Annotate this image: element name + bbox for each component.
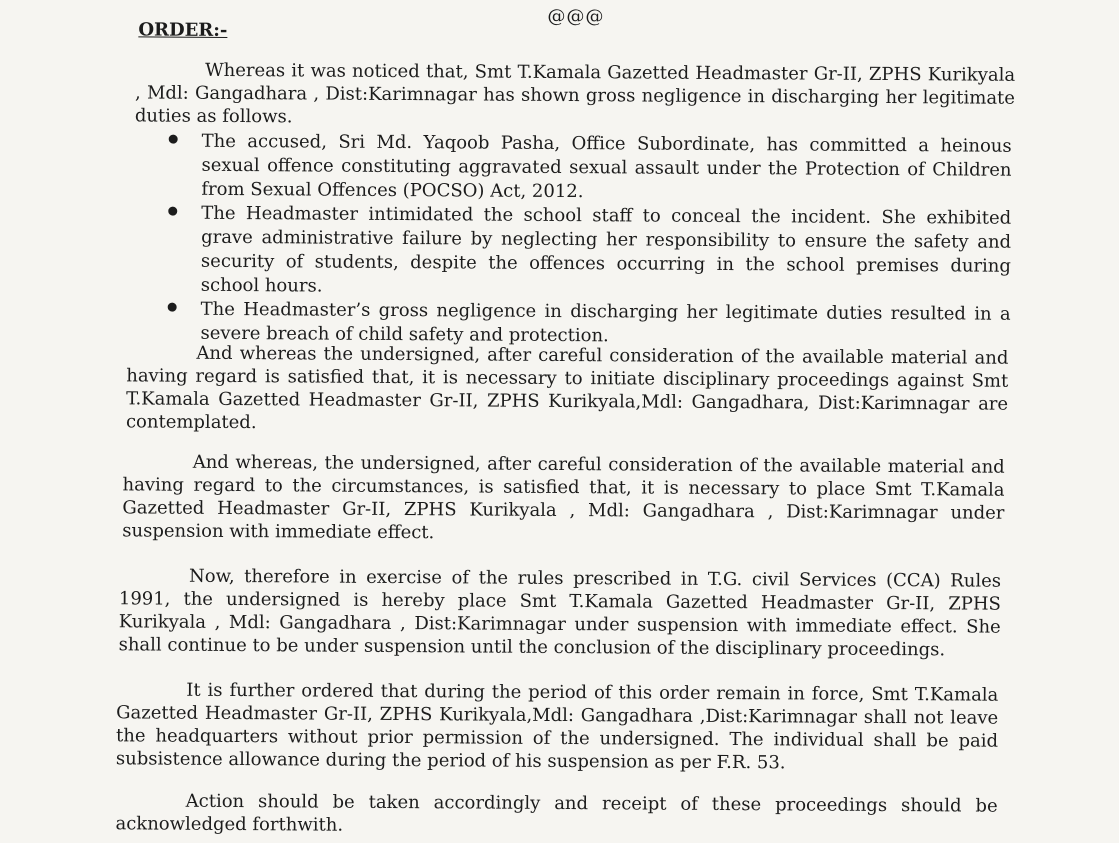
header-mark: @@@ — [547, 5, 605, 28]
charges-list — [165, 130, 1011, 351]
list-item — [166, 130, 1011, 207]
list-item — [166, 202, 1012, 303]
bullet-icon — [168, 303, 177, 312]
paragraph-suspension-order: Now, therefore in exercise of the rules prescribed in T.G. civil Services (CCA) Rules 1991, the undersigned is hereby place Smt T.Kamala Gazetted Headmaster Gr-II, ZPHS Kurikyala , Mdl: Gangadhara , Dist:Karimnagar under suspension with immediate effect. She shall continue to be under suspension until the conclusion of the disciplinary proceedings. — [118, 565, 1002, 661]
list-item-text: The accused, Sri Md. Yaqoob Pasha, Office Subordinate, has committed a heinous sexual offence constituting aggravated sexual assault under the Protection of Children from Sexual Offences (POCSO) Act, 2012. — [201, 130, 1012, 203]
bullet-icon — [168, 207, 177, 216]
paragraph-suspension-decision: And whereas, the undersigned, after careful consideration of the available material and having regard to the circumstances, is satisfied that, it is necessary to place Smt T.Kamala Gazetted Headmaster Gr-II, ZPHS Kurikyala , Mdl: Gangadhara , Dist:Karimnagar under suspension with immediate effect. — [122, 451, 1005, 544]
list-item-text: The Headmaster intimidated the school staff to conceal the incident. She exhibited grave administrative failure by neglecting her responsibility to ensure the safety and security of students, despite the offences occurring in the school premises during school hours. — [200, 202, 1012, 297]
intro-paragraph: Whereas it was noticed that, Smt T.Kamala Gazetted Headmaster Gr-II, ZPHS Kurikyala , Mdl: Gangadhara , Dist:Karimnagar has shown gross negligence in discharging her legitimate duties as follows. — [134, 59, 1016, 128]
order-heading: ORDER:- — [138, 19, 228, 41]
paragraph-contemplation: And whereas the undersigned, after careful consideration of the available material and having regard is satisfied that, it is necessary to initiate disciplinary proceedings against Smt T.Kamala Gazetted Headmaster Gr-II, ZPHS Kurikyala,Mdl: Gangadhara, Dist:Karimnagar are contemplated. — [125, 342, 1009, 434]
bullet-icon — [169, 135, 178, 144]
paragraph-headquarters: It is further ordered that during the period of this order remain in force, Smt T.Kamala Gazetted Headmaster Gr-II, ZPHS Kurikyala,Mdl: Gangadhara ,Dist:Karimnagar shall not leave the headquarters without prior permission of the undersigned. The individual shall be paid subsistence allowance during the period of his suspension as per F.R. 53. — [115, 679, 999, 774]
paragraph-action: Action should be taken accordingly and receipt of these proceedings should be acknowledged forthwith. — [115, 790, 998, 836]
list-item-text: The Headmaster’s gross negligence in discharging her legitimate duties resulted in a severe breach of child safety and protection. — [200, 298, 1011, 347]
